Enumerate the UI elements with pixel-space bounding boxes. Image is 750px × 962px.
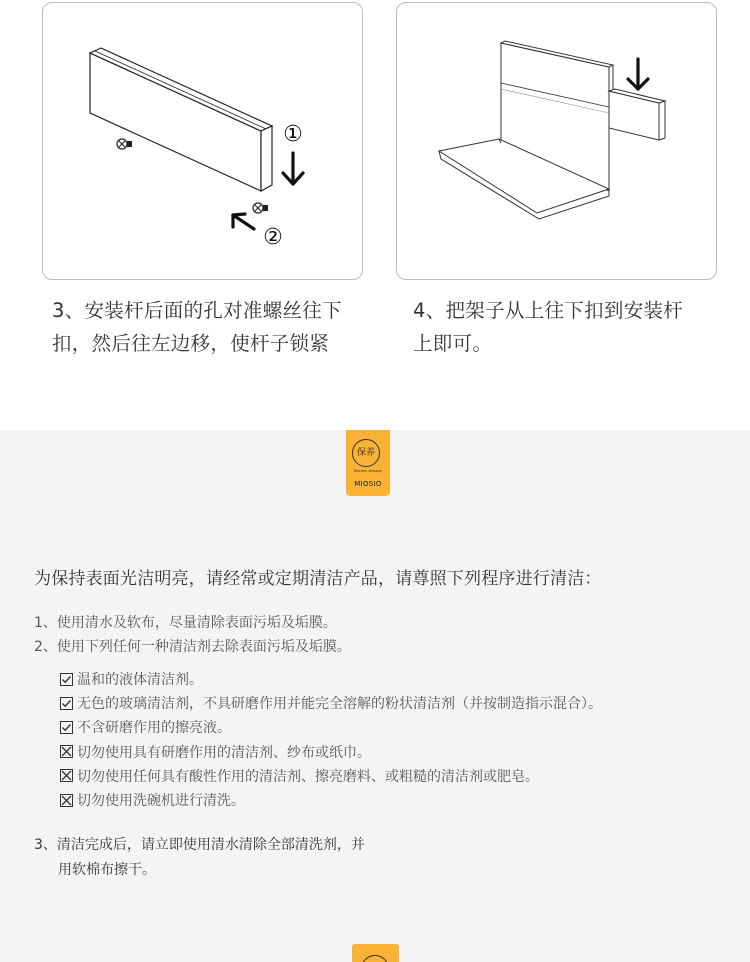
checkbox-checked-icon <box>60 673 73 686</box>
care-badge-subtitle: Kitchen storage <box>354 469 382 473</box>
screw-icon <box>117 139 132 149</box>
step4-caption-line1: 4、把架子从上往下扣到安装杆 <box>413 299 684 322</box>
callout-number-2: ② <box>263 225 283 250</box>
down-arrow-icon <box>628 59 648 89</box>
checklist-item-text: 切勿使用洗碗机进行清洗。 <box>77 793 245 810</box>
next-section-badge <box>352 944 399 962</box>
care-step-2: 2、使用下列任何一种清洁剂去除表面污垢及垢膜。 <box>34 639 351 655</box>
step3-caption-line1: 3、安装杆后面的孔对准螺丝往下 <box>52 299 342 322</box>
checklist-item <box>60 691 602 715</box>
step3-caption <box>52 294 372 360</box>
checkbox-checked-icon <box>60 697 73 710</box>
checkbox-crossed-icon <box>60 794 73 807</box>
shelf-illustration <box>397 3 718 281</box>
care-badge <box>346 430 390 496</box>
step3-caption-line2: 扣，然后往左边移，使杆子锁紧 <box>52 332 330 355</box>
care-title: 为保持表面光洁明亮，请经常或定期清洁产品，请尊照下列程序进行清洁： <box>34 569 602 589</box>
left-up-arrow-icon <box>233 214 254 229</box>
checklist-item-text: 温和的液体清洁剂。 <box>77 672 203 689</box>
step4-illustration-panel <box>396 2 717 280</box>
cleaning-checklist <box>60 667 602 812</box>
brand-name: MIOSIO <box>354 480 382 488</box>
step4-caption <box>413 294 713 360</box>
badge-circle-icon <box>361 955 389 962</box>
care-step-3 <box>34 833 365 883</box>
care-step-3-line1: 3、清洁完成后，请立即使用清水清除全部清洗剂，并 <box>34 837 365 853</box>
checklist-item <box>60 715 602 739</box>
screw-icon <box>253 203 268 213</box>
checkbox-crossed-icon <box>60 745 73 758</box>
checklist-item <box>60 740 602 764</box>
care-section <box>0 430 750 962</box>
checklist-item <box>60 788 602 812</box>
down-arrow-icon <box>283 153 303 184</box>
checklist-item-text: 切勿使用任何具有酸性作用的清洁剂、擦亮磨料、或粗糙的清洁剂或肥皂。 <box>77 768 539 785</box>
checklist-item-text: 无色的玻璃清洁剂，不具研磨作用并能完全溶解的粉状清洁剂（并按制造指示混合）。 <box>77 696 602 713</box>
care-badge-label: 保养 <box>352 439 380 467</box>
care-step-3-line2: 用软棉布擦干。 <box>58 862 156 878</box>
checkbox-crossed-icon <box>60 769 73 782</box>
step4-caption-line2: 上即可。 <box>413 332 493 355</box>
checklist-item <box>60 667 602 691</box>
callout-number-1: ① <box>283 122 303 147</box>
checklist-item-text: 切勿使用具有研磨作用的清洁剂、纱布或纸巾。 <box>77 744 371 761</box>
care-step-1: 1、使用清水及软布，尽量清除表面污垢及垢膜。 <box>34 615 337 631</box>
checklist-item <box>60 764 602 788</box>
checklist-item-text: 不含研磨作用的擦亮液。 <box>77 720 231 737</box>
mounting-bar-illustration <box>43 3 364 281</box>
checkbox-checked-icon <box>60 721 73 734</box>
step3-illustration-panel <box>42 2 363 280</box>
